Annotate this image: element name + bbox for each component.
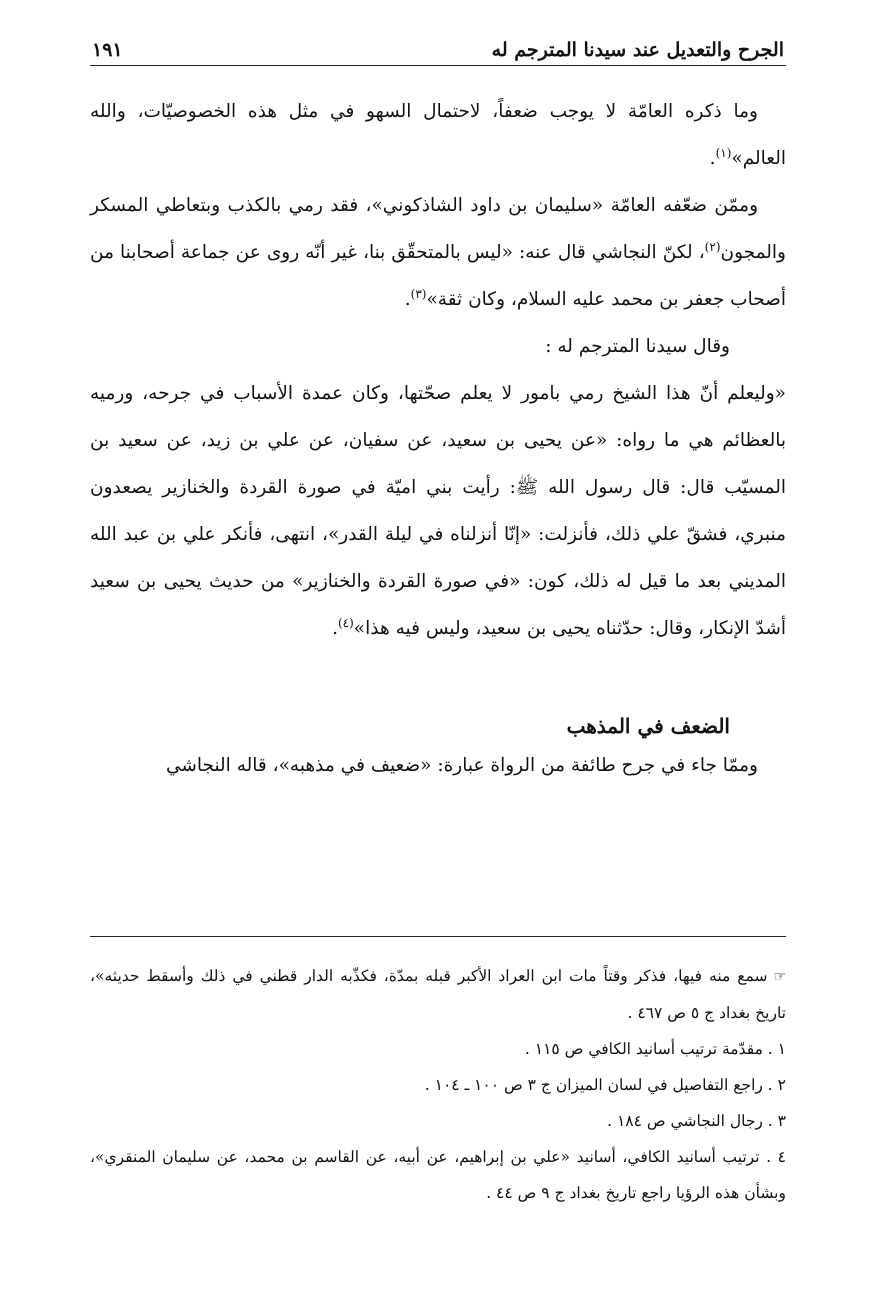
main-text bbox=[90, 88, 786, 652]
paragraph-1: وما ذكره العامّة لا يوجب ضعفاً، لاحتمال السهو في مثل هذه الخصوصيّات، والله العالم»$^{(١)}$. bbox=[90, 101, 786, 169]
footnote-divider bbox=[90, 936, 786, 937]
footnote-ref-1[interactable]: (١) bbox=[715, 145, 732, 160]
footnotes bbox=[90, 958, 786, 1211]
book-page bbox=[90, 28, 786, 786]
pointing-hand-icon: ☞ bbox=[773, 969, 786, 985]
section-paragraph: وممّا جاء في جرح طائفة من الرواة عبارة: «ضعيف في مذهبه»، قاله النجاشي bbox=[165, 755, 758, 776]
footnote-4: ٤ . ترتيب أسانيد الكافي، أسانيد «علي بن إبراهيم، عن أبيه، عن القاسم بن محمد، عن سليمان المنقري»، وبشأن هذه الرؤيا راجع تاريخ بغداد ج ٩ ص ٤٤ . bbox=[90, 1148, 786, 1202]
running-title: الجرح والتعديل عند سيدنا المترجم له bbox=[491, 39, 784, 61]
footnote-ref-3[interactable]: (٣) bbox=[410, 286, 427, 301]
section-heading: الضعف في المذهب bbox=[566, 714, 730, 738]
footnote-ref-2[interactable]: (٢) bbox=[704, 239, 721, 254]
footnote-continuation: ☞سمع منه فيها، فذكر وقتاً مات ابن العراد الأكبر قبله بمدّة، فكذّبه الدار قطني في ذلك وأسقط حديثه»، تاريخ بغداد ج ٥ ص ٤٦٧ . bbox=[90, 967, 786, 1022]
footnote-ref-4[interactable]: (٤) bbox=[337, 615, 354, 630]
paragraph-4: «وليعلم أنّ هذا الشيخ رمي بامور لا يعلم صحّتها، وكان عمدة الأسباب في جرحه، ورميه بالعظائم هي ما رواه: «عن يحيى بن سعيد، عن سفيان، عن علي بن زيد، عن سعيد بن المسيّب قال: قال رسول الله ﷺ: رأيت بني اميّة في صورة القردة والخنازير يصعدون منبري، فشقّ علي ذلك، فأنزلت: «إنّا أنزلناه في ليلة القدر»، انتهى، فأنكر علي بن عبد الله المديني بعد ما قيل له ذلك، كون: «في صورة القردة والخنازير» من حديث يحيى بن سعيد أشدّ الإنكار، وقال: حدّثناه يحيى بن سعيد، وليس فيه هذا»$^{(٤)}$. bbox=[90, 383, 786, 639]
paragraph-3: وقال سيدنا المترجم له : bbox=[545, 336, 730, 357]
running-header bbox=[90, 28, 786, 66]
footnote-3: ٣ . رجال النجاشي ص ١٨٤ . bbox=[607, 1112, 786, 1130]
page-number: ١٩١ bbox=[92, 39, 123, 61]
footnote-1: ١ . مقدّمة ترتيب أسانيد الكافي ص ١١٥ . bbox=[524, 1040, 786, 1058]
footnote-2: ٢ . راجع التفاصيل في لسان الميزان ج ٣ ص ١٠٠ ـ ١٠٤ . bbox=[424, 1076, 786, 1094]
paragraph-2: وممّن ضعّفه العامّة «سليمان بن داود الشاذكوني»، فقد رمي بالكذب وبتعاطي المسكر والمجون$^{(٢)}$، لكنّ النجاشي قال عنه: «ليس بالمتحقّق بنا، غير أنّه روى عن جماعة أصحابنا من أصحاب جعفر بن محمد عليه السلام، وكان ثقة»$^{(٣)}$. bbox=[90, 195, 786, 310]
